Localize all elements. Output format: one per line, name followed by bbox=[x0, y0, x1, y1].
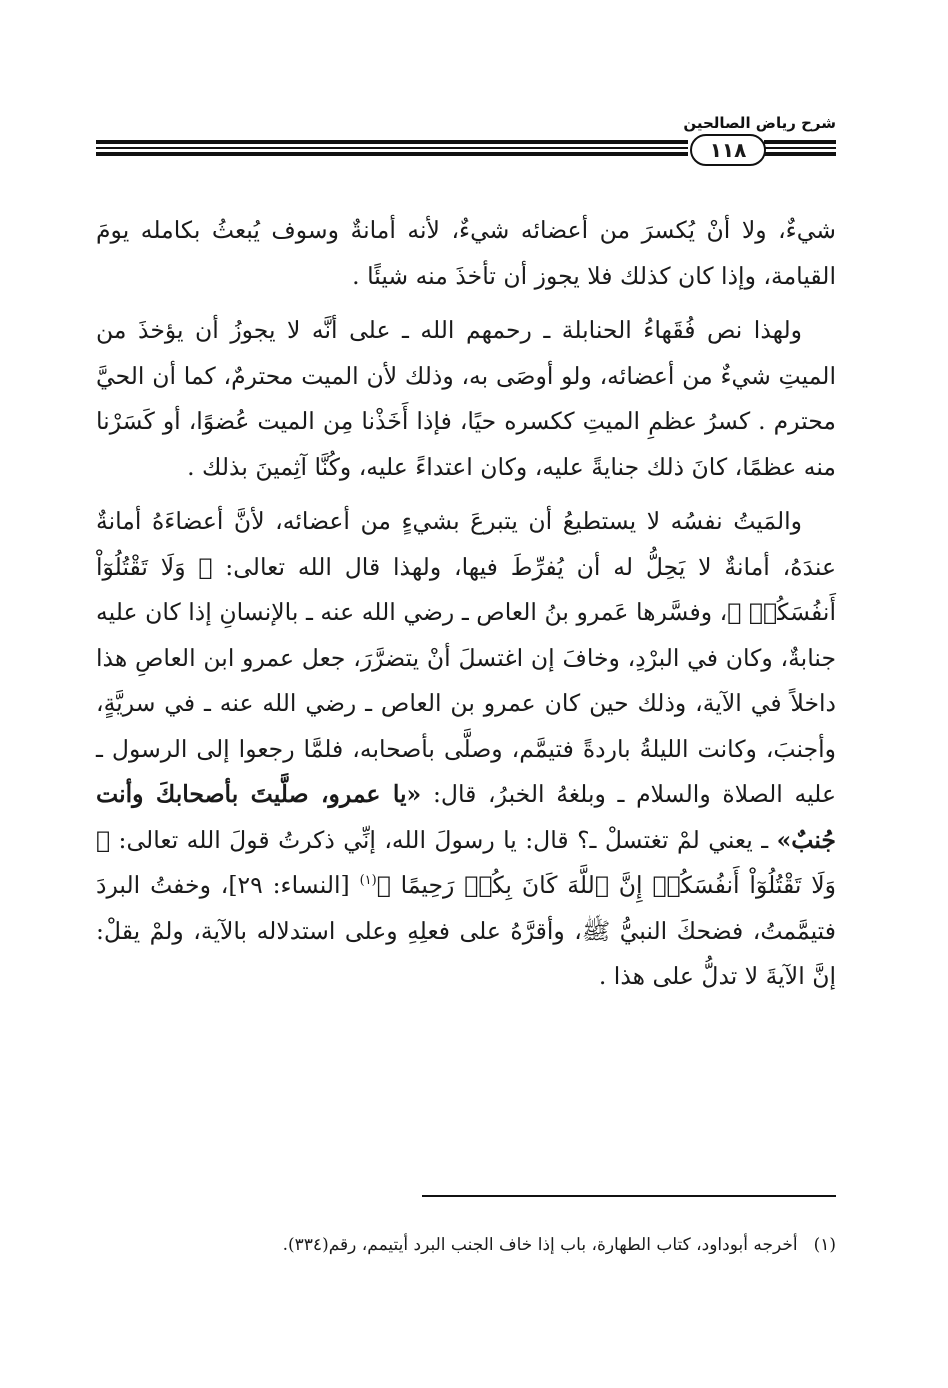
paragraph-3 bbox=[96, 499, 836, 1000]
header-rule-bottom-left bbox=[96, 152, 688, 156]
quran-verse-1: ﴿ وَلَا تَقْتُلُوٓاْ أَنفُسَكُمۡ ﴾ bbox=[96, 552, 836, 626]
footnote-divider bbox=[422, 1195, 836, 1197]
paragraph-3-part-4: [النساء: ٢٩]، وخفتُ البردَ فتيمَّمتُ، فضحكَ النبيُّ ﷺ، وأقرَّهُ على فعلِهِ وعلى استدلاله بالآية، ولمْ يقلْ: إنَّ الآيةَ لا تدلُّ على هذا . bbox=[96, 871, 836, 990]
book-title: شرح رياض الصالحين bbox=[683, 114, 836, 132]
header-rule-top-right bbox=[764, 140, 836, 144]
paragraph-3-part-1: والمَيتُ نفسُه لا يستطيعُ أن يتبرعَ بشيءٍ من أعضائه، لأنَّ أعضاءَهُ أمانةٌ عندَهُ، أمانةٌ لا يَحِلُّ له أن يُفرِّطَ فيها، ولهذا قال الله تعالى: bbox=[96, 507, 836, 581]
paragraph-3-part-3: ـ يعني لمْ تغتسلْ ـ؟ قال: يا رسولَ الله، إنِّي ذكرتُ قولَ الله تعالى: bbox=[118, 825, 769, 854]
quran-verse-2: ﴿ وَلَا تَقْتُلُوٓاْ أَنفُسَكُمۡ إِنَّ ٱللَّهَ كَانَ بِكُمۡ رَحِيمًا ﴾ bbox=[96, 825, 836, 899]
paragraph-2: ولهذا نص فُقَهاءُ الحنابلة ـ رحمهم الله ـ على أنَّه لا يجوزُ أن يؤخذَ من الميتِ شيءٌ من أعضائه، ولو أوصَى به، وذلك لأن الميت محترمٌ، كما أن الحيَّ محترم . كسرُ عظمِ الميتِ ككسره حيًا، فإذا أَخَذْنا مِن الميت عُضوًا، أو كَسَرْنا منه عظمًا، كانَ ذلك جنايةً عليه، وكان اعتداءً عليه، وكُنَّا آثِمينَ بذلك . bbox=[96, 316, 836, 481]
paragraph-1: شيءٌ، ولا أنْ يُكسرَ من أعضائه شيءٌ، لأنه أمانةٌ وسوف يُبعثُ بكامله يومَ القيامة، وإذا كان كذلك فلا يجوز أن تأخذَ منه شيئًا . bbox=[96, 216, 836, 290]
header-rule-bottom-right bbox=[764, 152, 836, 156]
footnote-mark: (١) bbox=[813, 1235, 836, 1255]
page-number: ١١٨ bbox=[690, 134, 766, 166]
page-header bbox=[96, 100, 836, 170]
footnote bbox=[96, 1232, 836, 1258]
hadith-quote: «يا عمرو، صلَّيتَ بأصحابكَ وأنت جُنبٌ» bbox=[96, 780, 836, 854]
header-rule-middle-left bbox=[96, 147, 688, 149]
footnote-text: أخرجه أبوداود، كتاب الطهارة، باب إذا خاف الجنب البرد أيتيمم، رقم(٣٣٤). bbox=[282, 1235, 798, 1255]
paragraph-3-part-2: ، وفسَّرها عَمرو بنُ العاص ـ رضي الله عنه ـ بالإنسانِ إذا كان عليه جنابةٌ، وكان في البرْدِ، وخافَ إن اغتسلَ أنْ يتضرَّرَ، جعل عمرو ابن العاصِ هذا داخلاً في الآية، وذلك حين كان عمرو بن العاص ـ رضي الله عنه ـ في سريَّةٍ، وأجنبَ، وكانت الليلةُ باردةً فتيمَّم، وصلَّى بأصحابه، فلمَّا رجعوا إلى الرسول ـ عليه الصلاة والسلام ـ وبلغهُ الخبرُ، قال: bbox=[96, 598, 836, 808]
header-rule-top-left bbox=[96, 140, 688, 144]
header-rule-middle-right bbox=[764, 147, 836, 149]
main-text bbox=[96, 208, 836, 1009]
footnote-reference[interactable]: (١) bbox=[359, 873, 377, 889]
